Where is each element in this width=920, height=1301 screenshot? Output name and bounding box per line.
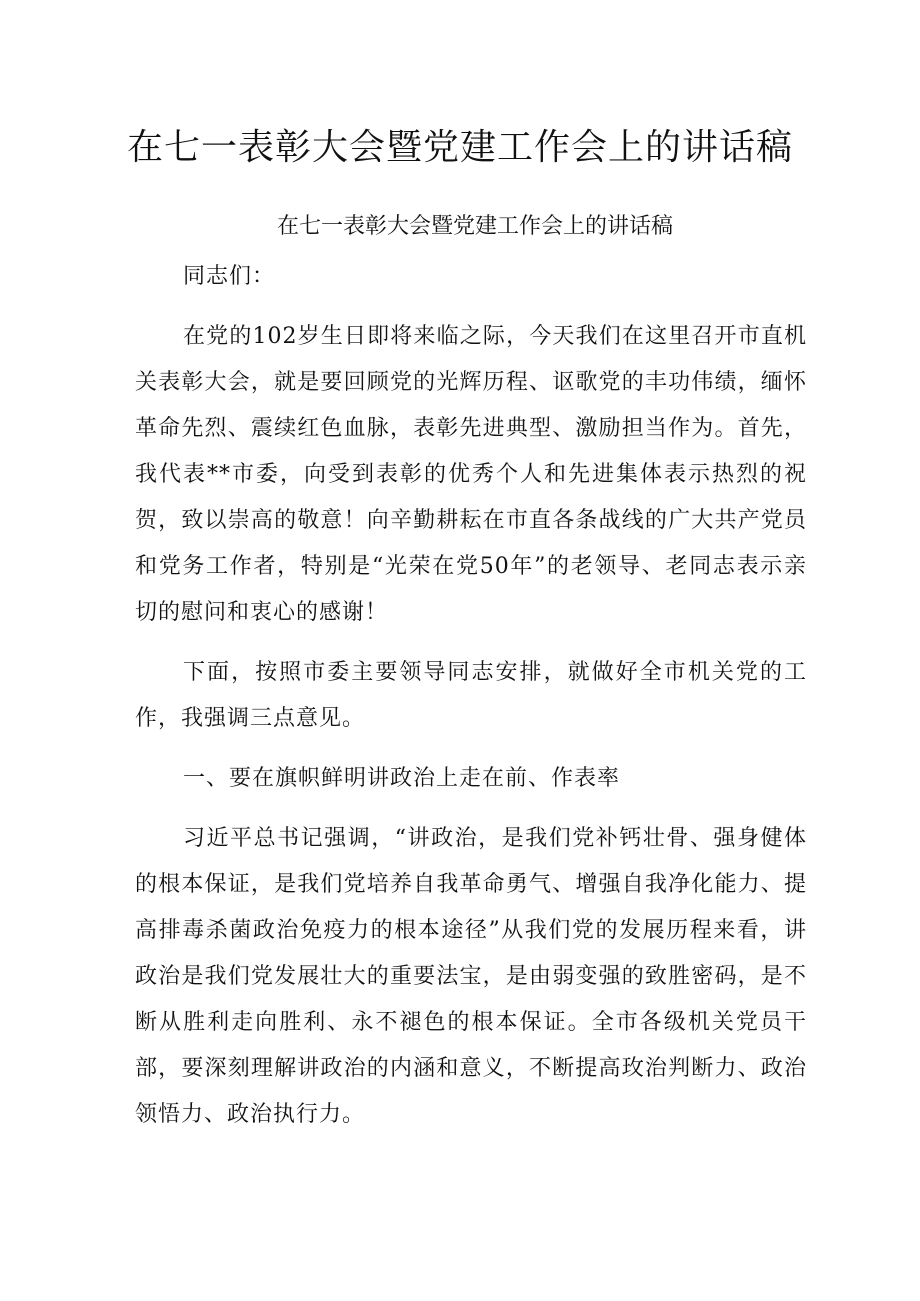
paragraph-arrangement: 下面，按照市委主要领导同志安排，就做好全市机关党的工作，我强调三点意见。 [135, 660, 807, 731]
document-subtitle: 在七一表彰大会暨党建工作会上的讲话稿 [276, 214, 673, 239]
document-body [135, 204, 807, 1138]
paragraph-opening: 在党的102岁生日即将来临之际，今天我们在这里召开市直机关表彰大会，就是要回顾党的光辉历程、讴歌党的丰功伟绩，缅怀革命先烈、震续红色血脉，表彰先进典型、激励担当作为。首先，我代表**市委，向受到表彰的优秀个人和先进集体表示热烈的祝贺，致以崇高的敬意！向辛勤耕耘在市直各条战线的广大共产党员和党务工作者，特别是“光荣在党50年”的老领导、老同志表示亲切的慰问和衷心的感谢！ [135, 324, 807, 625]
greeting: 同志们： [183, 264, 276, 289]
document-title: 在七一表彰大会暨党建工作会上的讲话稿 [126, 127, 793, 168]
section-heading: 一、要在旗帜鲜明讲政治上走在前、作表率 [183, 766, 621, 791]
paragraph-section-one: 习近平总书记强调，“讲政治，是我们党补钙壮骨、强身健体的根本保证，是我们党培养自我革命勇气、增强自我净化能力、提高排毒杀菌政治免疫力的根本途径”从我们党的发展历程来看，讲政治是我们党发展壮大的重要法宝，是由弱变强的致胜密码，是不断从胜利走向胜利、永不褪色的根本保证。全市各级机关党员干部，要深刻理解讲政治的内涵和意义，不断提高玫治判断力、政治领悟力、政治执行力。 [135, 826, 807, 1127]
